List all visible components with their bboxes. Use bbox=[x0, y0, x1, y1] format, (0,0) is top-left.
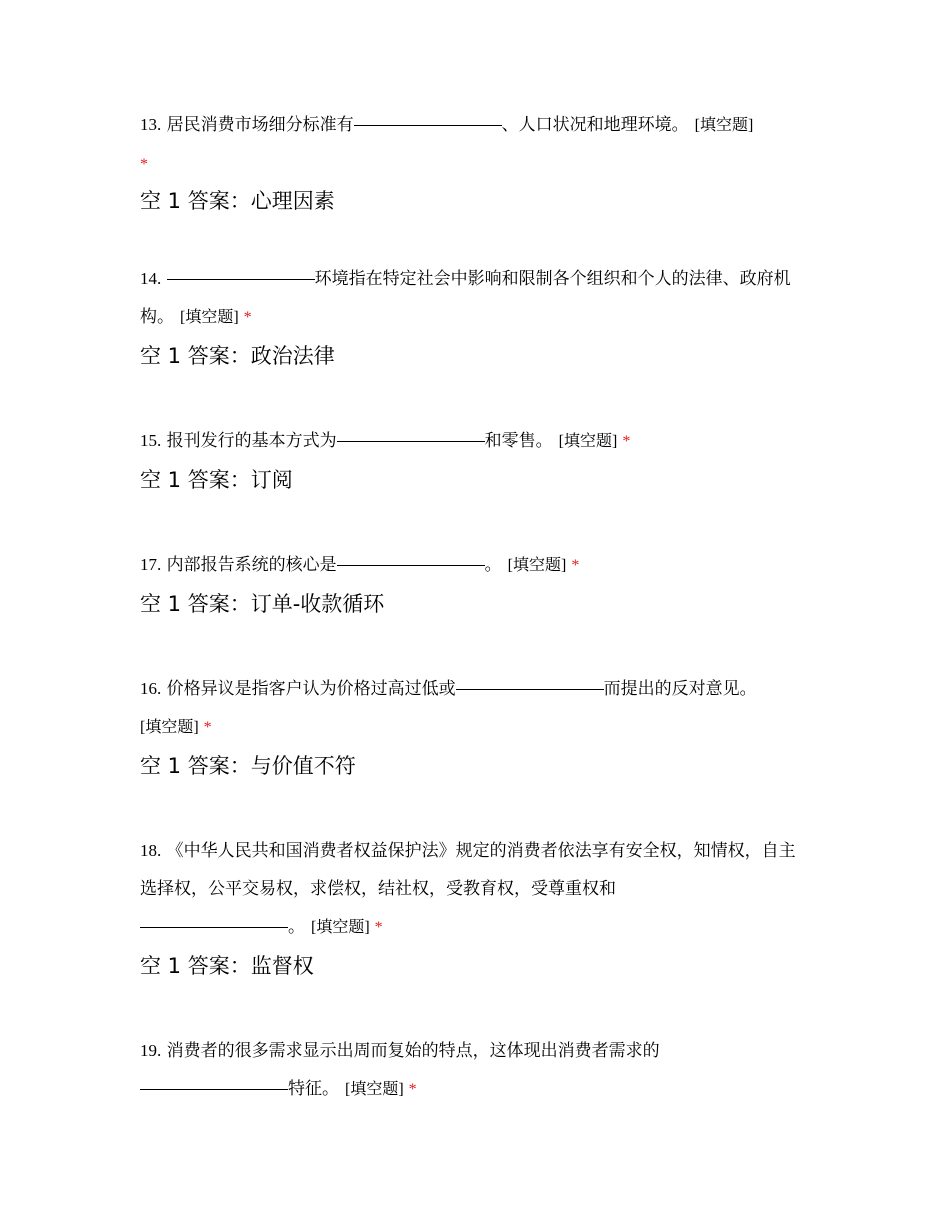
question-type-tag: [填空题] bbox=[345, 1081, 404, 1098]
answer-label: 空 1 答案： bbox=[140, 344, 251, 368]
question-stem: 内部报告系统的核心是 bbox=[166, 555, 337, 575]
question-stem-end: 而提出的反对意见。 bbox=[603, 679, 757, 699]
question-number: 18. bbox=[140, 841, 162, 860]
required-mark: * bbox=[374, 919, 383, 936]
question-type-tag: [填空题] bbox=[558, 433, 618, 450]
question-18 bbox=[140, 832, 808, 981]
answer-line bbox=[140, 589, 808, 619]
question-19 bbox=[140, 1032, 808, 1109]
question-number: 13. bbox=[140, 115, 162, 134]
answer-label: 空 1 答案： bbox=[140, 468, 251, 492]
answer-blank bbox=[140, 926, 288, 928]
question-type-tag: [填空题] bbox=[180, 309, 239, 326]
question-number: 17. bbox=[140, 555, 162, 574]
answer-line bbox=[140, 186, 808, 216]
answer-line bbox=[140, 465, 808, 495]
question-stem: 消费者的很多需求显示出周而复始的特点，这体现出消费者需求的 bbox=[166, 1041, 660, 1061]
question-number: 16. bbox=[140, 679, 162, 698]
answer-value: 与价值不符 bbox=[250, 754, 356, 778]
question-stem: 《中华人民共和国消费者权益保护法》规定的消费者依法享有安全权，知情权，自主选择权，公平交易权，求偿权，结社权，受教育权，受尊重权和 bbox=[140, 841, 796, 899]
question-type-tag: [填空题] bbox=[694, 117, 754, 134]
required-mark: * bbox=[408, 1081, 417, 1098]
question-14 bbox=[140, 260, 808, 371]
question-text bbox=[140, 1032, 808, 1109]
answer-label: 空 1 答案： bbox=[140, 754, 251, 778]
question-stem: 报刊发行的基本方式为 bbox=[166, 431, 337, 451]
question-stem: 价格异议是指客户认为价格过高过低或 bbox=[166, 679, 456, 699]
answer-label: 空 1 答案： bbox=[140, 592, 251, 616]
answer-blank bbox=[354, 124, 502, 126]
answer-blank bbox=[167, 278, 315, 280]
answer-value: 订单-收款循环 bbox=[250, 592, 385, 616]
question-number: 14. bbox=[140, 269, 162, 288]
answer-blank bbox=[456, 688, 604, 690]
question-text bbox=[140, 422, 808, 461]
question-number: 15. bbox=[140, 431, 162, 450]
answer-blank bbox=[140, 1088, 288, 1090]
question-type-tag: [填空题] bbox=[507, 557, 567, 574]
answer-value: 心理因素 bbox=[250, 189, 335, 213]
question-text bbox=[140, 546, 808, 585]
answer-blank bbox=[337, 564, 485, 566]
question-16 bbox=[140, 670, 808, 781]
question-stem-end: 。 bbox=[484, 555, 502, 575]
question-stem: 居民消费市场细分标准有 bbox=[166, 115, 354, 135]
question-number: 19. bbox=[140, 1041, 162, 1060]
question-stem-end: 和零售。 bbox=[484, 431, 553, 451]
required-mark: * bbox=[243, 309, 252, 326]
question-text bbox=[140, 832, 808, 947]
answer-value: 监督权 bbox=[250, 954, 314, 978]
answer-line bbox=[140, 751, 808, 781]
required-mark: * bbox=[571, 557, 580, 574]
question-15 bbox=[140, 422, 808, 495]
answer-line bbox=[140, 341, 808, 371]
question-13 bbox=[140, 106, 808, 216]
required-mark: * bbox=[622, 433, 631, 450]
question-stem-end: 、人口状况和地理环境。 bbox=[501, 115, 689, 135]
answer-label: 空 1 答案： bbox=[140, 954, 251, 978]
answer-line bbox=[140, 951, 808, 981]
question-type-tag: [填空题] bbox=[140, 719, 199, 736]
question-type-tag: [填空题] bbox=[311, 919, 370, 936]
question-17 bbox=[140, 546, 808, 619]
question-text bbox=[140, 106, 808, 184]
answer-blank bbox=[337, 440, 485, 442]
question-stem-end: 。 bbox=[288, 917, 305, 937]
question-stem-end: 特征。 bbox=[288, 1079, 339, 1099]
required-mark: * bbox=[203, 719, 212, 736]
answer-label: 空 1 答案： bbox=[140, 189, 251, 213]
question-text bbox=[140, 260, 808, 337]
required-mark: * bbox=[140, 156, 148, 173]
answer-value: 订阅 bbox=[250, 468, 293, 492]
question-stem: 环境指在特定社会中影响和限制各个组织和个人的法律、政府机构。 bbox=[140, 269, 791, 327]
question-text bbox=[140, 670, 808, 747]
answer-value: 政治法律 bbox=[250, 344, 335, 368]
